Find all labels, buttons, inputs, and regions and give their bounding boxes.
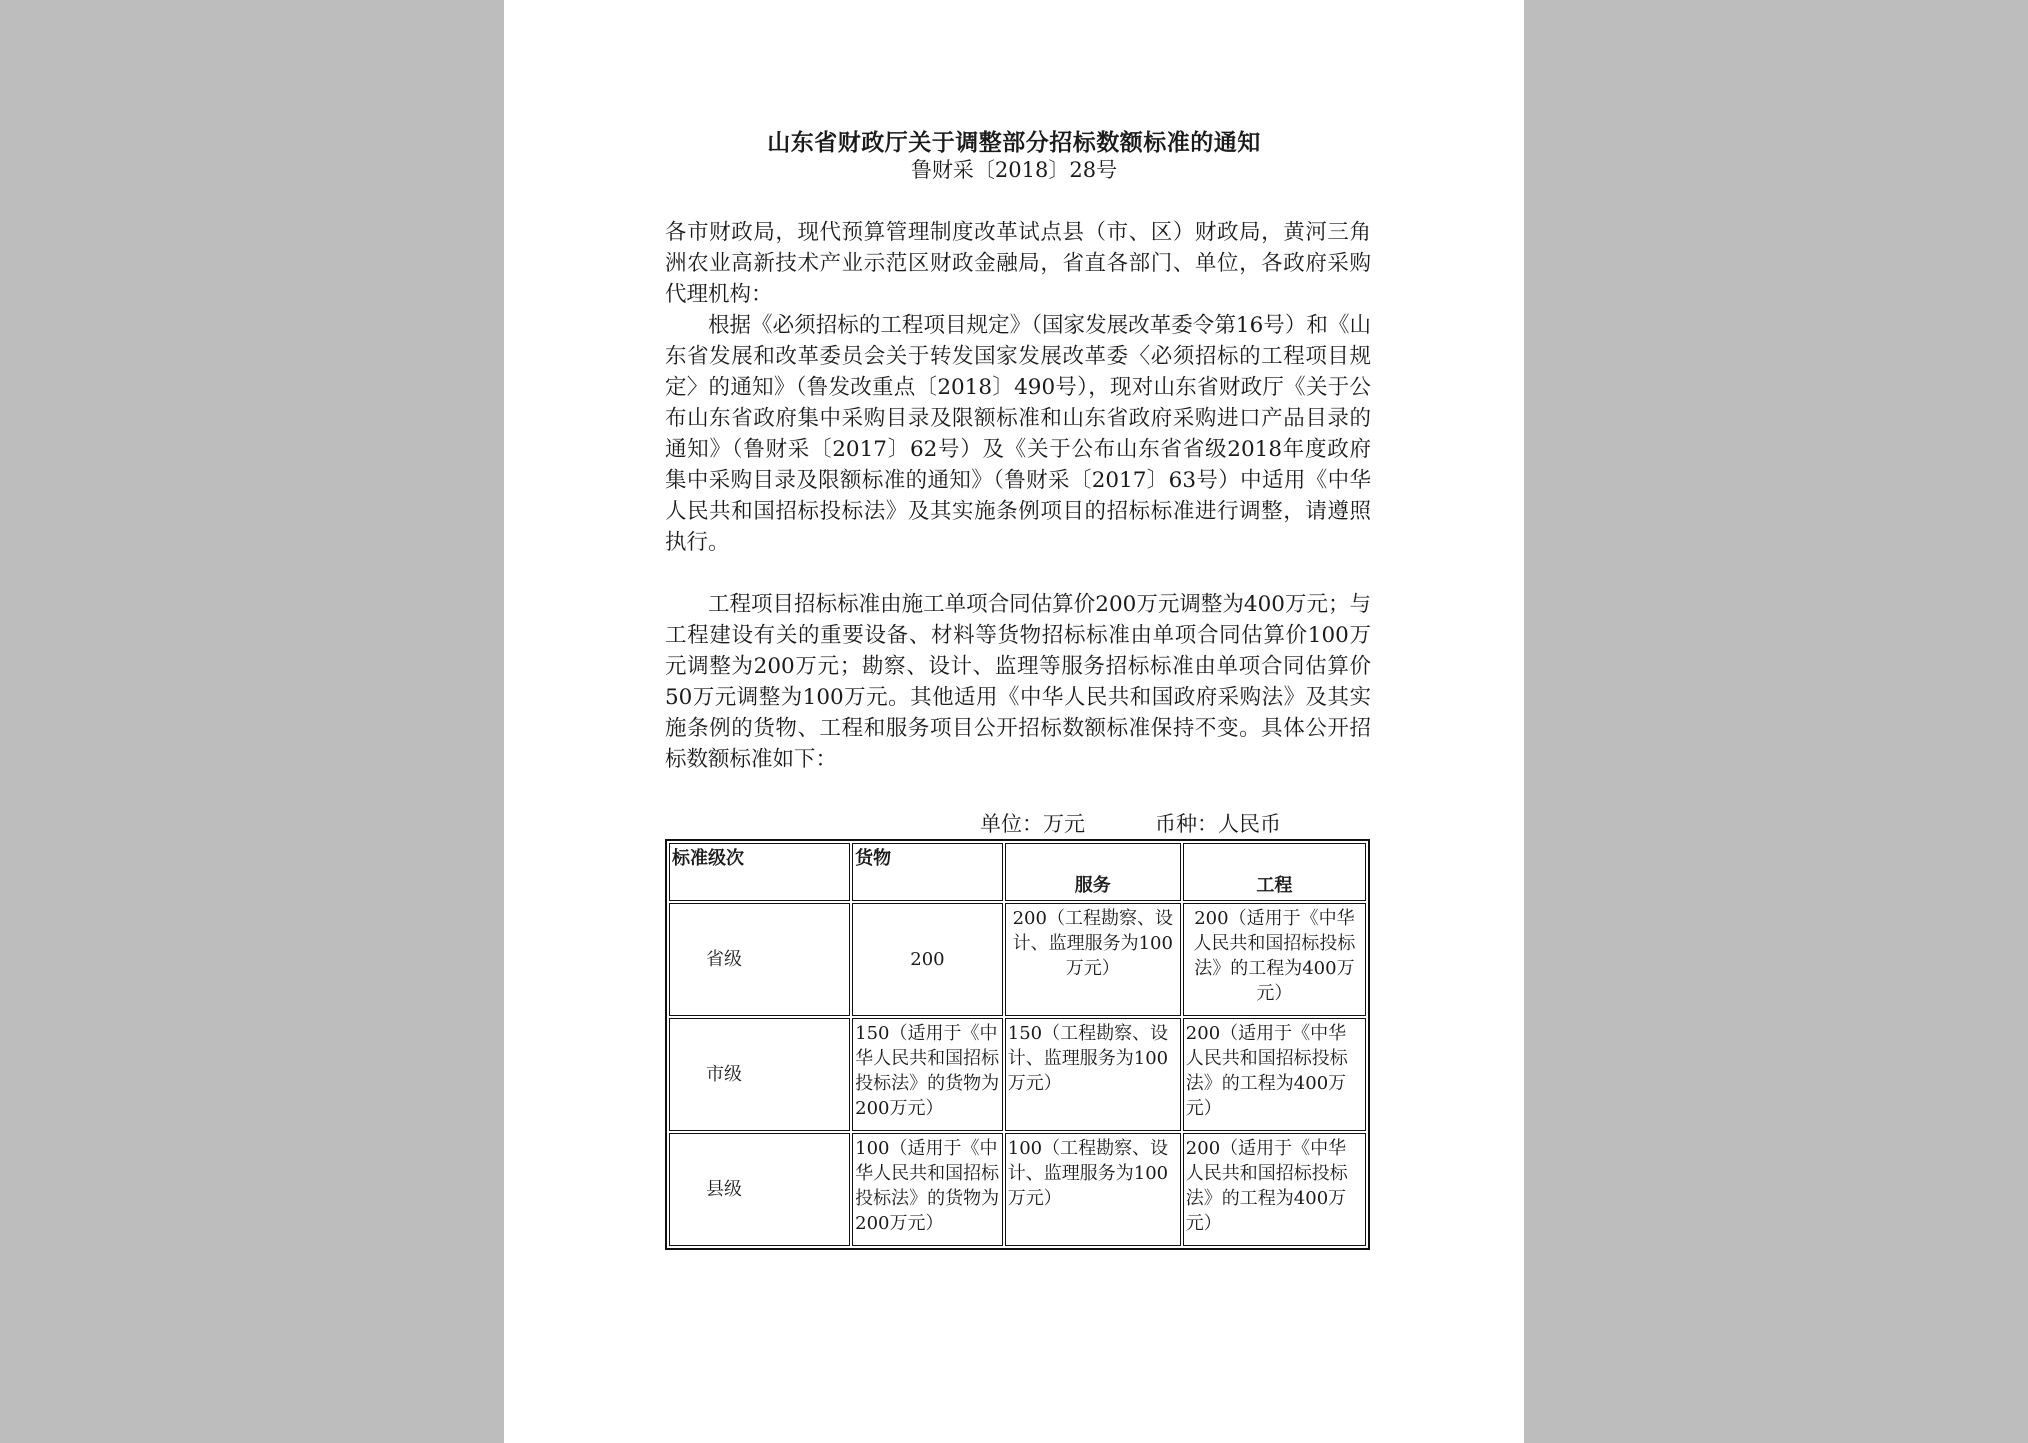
document-title: 山东省财政厅关于调整部分招标数额标准的通知 [767,129,1261,156]
header-level: 标准级次 [669,843,850,901]
table-row [669,1018,1366,1131]
row-service-cell: 100（工程勘察、设计、监理服务为100万元） [1005,1133,1181,1246]
header-goods: 货物 [852,843,1003,901]
row-service-cell: 200（工程勘察、设计、监理服务为100万元） [1005,903,1181,1016]
row-goods-cell: 100（适用于《中华人民共和国招标投标法》的货物为200万元） [852,1133,1003,1246]
row-service-cell: 150（工程勘察、设计、监理服务为100万元） [1005,1018,1181,1131]
row-engineering-cell: 200（适用于《中华人民共和国招标投标法》的工程为400万元） [1183,903,1366,1016]
bidding-threshold-table [665,839,1370,1250]
document-number: 鲁财采〔2018〕28号 [910,158,1118,182]
row-level-cell: 市级 [669,1018,850,1131]
addressee-paragraph: 各市财政局，现代预算管理制度改革试点县（市、区）财政局，黄河三角洲农业高新技术产业示范区财政金融局，省直各部门、单位，各政府采购代理机构： [665,220,1371,307]
document-page [504,0,1524,1443]
unit-label: 单位：万元 [980,812,1085,836]
header-service: 服务 [1005,843,1181,901]
row-engineering-cell: 200（适用于《中华人民共和国招标投标法》的工程为400万元） [1183,1133,1366,1246]
row-goods-cell: 150（适用于《中华人民共和国招标投标法》的货物为200万元） [852,1018,1003,1131]
row-level-cell: 县级 [669,1133,850,1246]
table-row [669,903,1366,1016]
row-level-cell: 省级 [669,903,850,1016]
currency-label: 币种：人民币 [1155,812,1281,836]
table-header-row [669,843,1366,901]
body-paragraph-2: 工程项目招标标准由施工单项合同估算价200万元调整为400万元；与工程建设有关的重要设备、材料等货物招标标准由单项合同估算价100万元调整为200万元；勘察、设计、监理等服务招标标准由单项合同估算价50万元调整为100万元。其他适用《中华人民共和国政府采购法》及其实施条例的货物、工程和服务项目公开招标数额标准保持不变。具体公开招标数额标准如下： [665,592,1371,772]
table-row [669,1133,1366,1246]
header-engineering: 工程 [1183,843,1366,901]
row-goods-cell: 200 [852,903,1003,1016]
unit-currency-line [980,808,1281,838]
body-paragraph-1: 根据《必须招标的工程项目规定》（国家发展改革委令第16号）和《山东省发展和改革委员会关于转发国家发展改革委〈必须招标的工程项目规定〉的通知》（鲁发改重点〔2018〕490号），现对山东省财政厅《关于公布山东省政府集中采购目录及限额标准和山东省政府采购进口产品目录的通知》（鲁财采〔2017〕62号）及《关于公布山东省省级2018年度政府集中采购目录及限额标准的通知》（鲁财采〔2017〕63号）中适用《中华人民共和国招标投标法》及其实施条例项目的招标标准进行调整，请遵照执行。 [665,313,1371,555]
row-engineering-cell: 200（适用于《中华人民共和国招标投标法》的工程为400万元） [1183,1018,1366,1131]
